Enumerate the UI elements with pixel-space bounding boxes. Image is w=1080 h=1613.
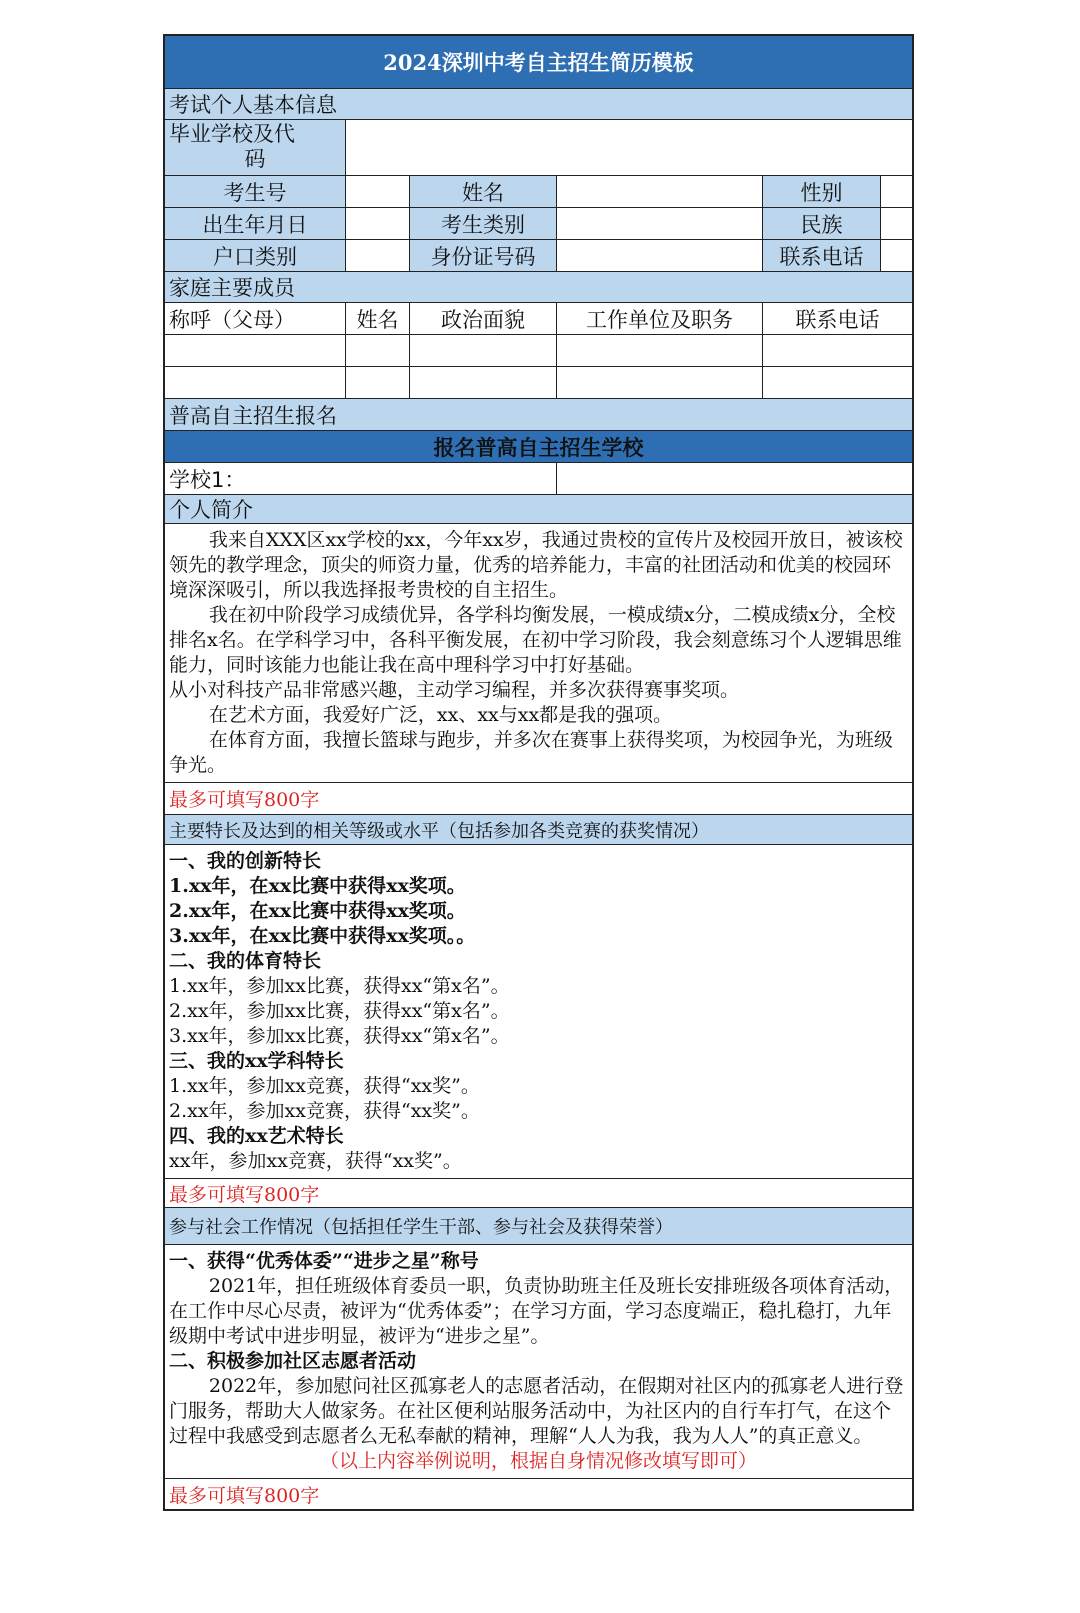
category-input[interactable] [557, 208, 763, 239]
title-row [165, 36, 912, 89]
ethnicity-input[interactable] [881, 208, 912, 239]
enroll-section: 普高自主招生报名 [165, 399, 912, 430]
talents-text[interactable] [165, 845, 912, 1178]
talents-body-row [165, 845, 912, 1179]
enroll-header: 报名普高自主招生学校 [165, 431, 912, 462]
id-label: 身份证号码 [410, 240, 557, 271]
phone-input[interactable] [881, 240, 912, 271]
intro-body-row [165, 524, 912, 783]
talent-line: 1.xx年，在xx比赛中获得xx奖项。 [169, 875, 466, 897]
school-label [165, 120, 346, 175]
info-row-1 [165, 176, 912, 208]
intro-para: 我在初中阶段学习成绩优异，各学科均衡发展，一模成绩x分，二模成绩x分，全校排名x名。在学科学习中，各科平衡发展，在初中学习阶段，我会刻意练习个人逻辑思维能力，同时该能力也能让我在高中理科学习中打好基础。 [169, 604, 902, 676]
social-body-row [165, 1245, 912, 1479]
talent-heading: 三、我的xx学科特长 [169, 1050, 344, 1072]
talents-section-row [165, 815, 912, 845]
social-section-row [165, 1208, 912, 1245]
social-heading: 一、获得“优秀体委”“进步之星”称号 [169, 1250, 479, 1272]
social-limit-row [165, 1479, 912, 1509]
talent-line: 2.xx年，参加xx比赛，获得xx“第x名”。 [169, 1000, 510, 1022]
intro-limit-note: 最多可填写800字 [169, 789, 320, 811]
school-label-line2: 码 [244, 147, 266, 171]
intro-para: 我来自XXX区xx学校的xx，今年xx岁，我通过贵校的宣传片及校园开放日，被该校领先的教学理念，顶尖的师资力量，优秀的培养能力，丰富的社团活动和优美的校园环境深深吸引，所以我选择报考贵校的自主招生。 [169, 529, 903, 601]
family-relation-input[interactable] [165, 335, 346, 366]
family-section-row [165, 272, 912, 303]
family-col-work: 工作单位及职务 [557, 303, 763, 334]
form-title: 2024深圳中考自主招生简历模板 [165, 36, 912, 88]
basic-section-row [165, 89, 912, 120]
school-row [165, 120, 912, 176]
hukou-label: 户口类别 [165, 240, 346, 271]
family-name-input[interactable] [346, 335, 410, 366]
phone-label: 联系电话 [763, 240, 881, 271]
intro-para: 在艺术方面，我爱好广泛，xx、xx与xx都是我的强项。 [208, 704, 673, 726]
social-para: 2021年，担任班级体育委员一职，负责协助班主任及班长安排班级各项体育活动，在工作中尽心尽责，被评为“优秀体委”；在学习方面，学习态度端正，稳扎稳打，九年级期中考试中进步明显，被评为“进步之星”。 [169, 1275, 904, 1347]
enroll-header-row [165, 431, 912, 463]
enroll-section-row [165, 399, 912, 431]
intro-para: 在体育方面，我擅长篮球与跑步，并多次在赛事上获得奖项，为校园争光，为班级争光。 [169, 729, 893, 776]
family-work-input[interactable] [557, 367, 763, 398]
hukou-input[interactable] [346, 240, 410, 271]
family-col-name: 姓名 [346, 303, 410, 334]
family-relation-input[interactable] [165, 367, 346, 398]
social-text[interactable] [165, 1245, 912, 1478]
school1-input[interactable] [557, 463, 912, 494]
gender-input[interactable] [881, 176, 912, 207]
talent-line: 2.xx年，在xx比赛中获得xx奖项。 [169, 900, 466, 922]
basic-info-section: 考试个人基本信息 [165, 89, 912, 119]
intro-section-row [165, 495, 912, 524]
talent-heading: 二、我的体育特长 [169, 950, 322, 972]
school-label-line1: 毕业学校及代 [169, 122, 295, 146]
family-phone-input[interactable] [763, 367, 912, 398]
info-row-3 [165, 240, 912, 272]
intro-text[interactable] [165, 524, 912, 782]
gender-label: 性别 [763, 176, 881, 207]
talent-line: 3.xx年，参加xx比赛，获得xx“第x名”。 [169, 1025, 510, 1047]
school1-label: 学校1： [165, 463, 557, 494]
talents-limit-row [165, 1179, 912, 1208]
talent-line: 1.xx年，参加xx比赛，获得xx“第x名”。 [169, 975, 510, 997]
talent-line: 1.xx年，参加xx竞赛，获得“xx奖”。 [169, 1075, 480, 1097]
social-heading: 二、积极参加社区志愿者活动 [169, 1350, 417, 1372]
talents-limit-note: 最多可填写800字 [169, 1183, 320, 1206]
family-section: 家庭主要成员 [165, 272, 912, 302]
resume-form [163, 34, 914, 1511]
family-work-input[interactable] [557, 335, 763, 366]
name-input[interactable] [557, 176, 763, 207]
family-row-2 [165, 367, 912, 399]
family-col-relation: 称呼（父母） [165, 303, 346, 334]
talent-line: 2.xx年，参加xx竞赛，获得“xx奖”。 [169, 1100, 480, 1122]
info-row-2 [165, 208, 912, 240]
school-input[interactable] [346, 120, 912, 175]
social-para: 2022年，参加慰问社区孤寡老人的志愿者活动，在假期对社区内的孤寡老人进行登门服务，帮助大人做家务。在社区便利站服务活动中，为社区内的自行车打气，在这个过程中我感受到志愿者么无私奉献的精神，理解“人人为我，我为人人”的真正意义。 [169, 1375, 904, 1447]
talents-section: 主要特长及达到的相关等级或水平（包括参加各类竞赛的获奖情况） [165, 815, 912, 844]
family-politics-input[interactable] [410, 367, 557, 398]
exam-no-label: 考生号 [165, 176, 346, 207]
talent-line: 3.xx年，在xx比赛中获得xx奖项。。 [169, 925, 476, 947]
family-name-input[interactable] [346, 367, 410, 398]
intro-para: 从小对科技产品非常感兴趣，主动学习编程，并多次获得赛事奖项。 [169, 679, 740, 701]
talent-heading: 四、我的xx艺术特长 [169, 1125, 344, 1147]
intro-section: 个人简介 [165, 495, 912, 523]
family-col-politics: 政治面貌 [410, 303, 557, 334]
birth-label: 出生年月日 [165, 208, 346, 239]
intro-limit-row [165, 783, 912, 815]
birth-input[interactable] [346, 208, 410, 239]
name-label: 姓名 [410, 176, 557, 207]
family-header-row [165, 303, 912, 335]
family-phone-input[interactable] [763, 335, 912, 366]
id-input[interactable] [557, 240, 763, 271]
ethnicity-label: 民族 [763, 208, 881, 239]
family-col-phone: 联系电话 [795, 307, 880, 332]
social-limit-note: 最多可填写800字 [169, 1484, 320, 1507]
family-row-1 [165, 335, 912, 367]
family-politics-input[interactable] [410, 335, 557, 366]
example-note: （以上内容举例说明，根据自身情况修改填写即可） [319, 1450, 757, 1472]
talent-heading: 一、我的创新特长 [169, 850, 322, 872]
talent-line: xx年，参加xx竞赛，获得“xx奖”。 [169, 1150, 462, 1172]
exam-no-input[interactable] [346, 176, 410, 207]
school1-row [165, 463, 912, 495]
category-label: 考生类别 [410, 208, 557, 239]
social-section: 参与社会工作情况（包括担任学生干部、参与社会及获得荣誉） [165, 1208, 912, 1244]
